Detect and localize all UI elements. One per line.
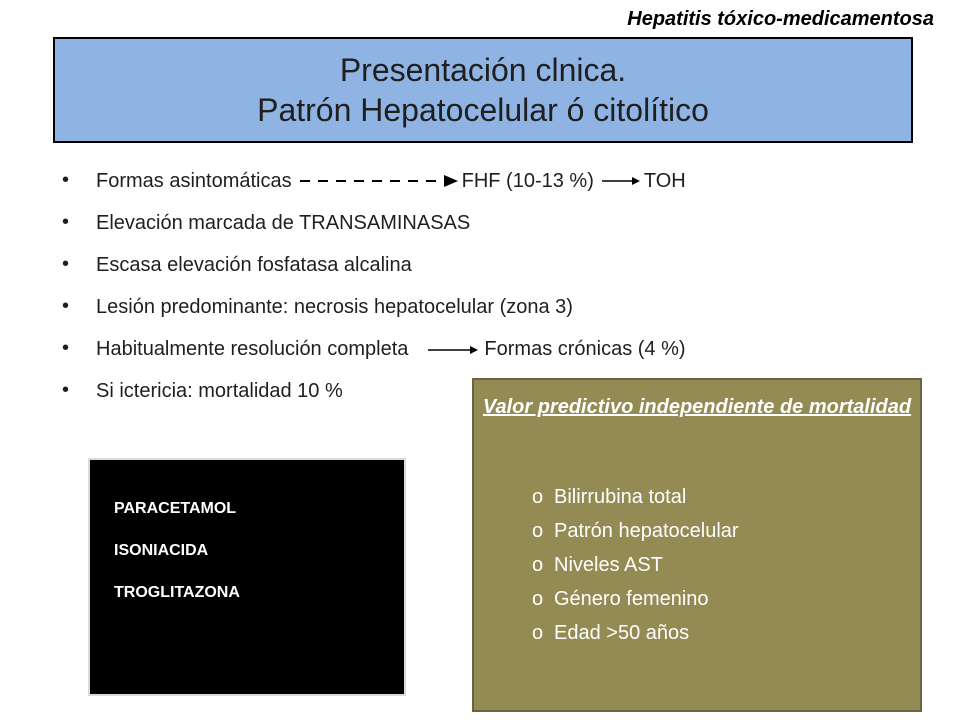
predictive-item xyxy=(532,548,739,582)
dashed-arrow-icon xyxy=(292,171,462,191)
arrow-right-icon xyxy=(408,339,484,359)
title-box xyxy=(53,37,913,143)
circle-bullet-icon: o xyxy=(532,554,544,576)
predictive-item-text: Edad >50 años xyxy=(554,622,690,644)
bullet-item-3 xyxy=(60,244,920,286)
predictive-list xyxy=(532,480,739,650)
bullet-3-text: Escasa elevación fosfatasa alcalina xyxy=(96,254,412,276)
title-line-1: Presentación clnica. xyxy=(339,52,627,88)
drug-item-troglitazona: TROGLITAZONA xyxy=(114,584,240,601)
bullet-1-part-2: FHF (10-13 %) xyxy=(461,170,594,192)
circle-bullet-icon: o xyxy=(532,486,544,508)
bullet-item-2 xyxy=(60,202,920,244)
title-line-2: Patrón Hepatocelular ó citolítico xyxy=(257,92,709,128)
circle-bullet-icon: o xyxy=(532,520,544,542)
bullet-item-1 xyxy=(60,160,920,202)
predictive-item xyxy=(532,514,739,548)
predictive-item-text: Niveles AST xyxy=(554,554,663,576)
arrow-right-icon xyxy=(594,171,644,191)
bullet-item-5 xyxy=(60,328,920,370)
bullet-1-part-1: Formas asintomáticas xyxy=(96,170,292,192)
bullet-dot-icon: • xyxy=(62,337,70,359)
bullet-5-part-2: Formas crónicas (4 %) xyxy=(484,338,686,360)
predictive-item xyxy=(532,480,739,514)
predictive-item-text: Bilirrubina total xyxy=(554,486,687,508)
bullet-2-text: Elevación marcada de TRANSAMINASAS xyxy=(96,212,471,234)
drug-box xyxy=(88,458,406,696)
bullet-item-4 xyxy=(60,286,920,328)
bullet-dot-icon: • xyxy=(62,253,70,275)
predictive-item-text: Género femenino xyxy=(554,588,709,610)
bullet-dot-icon: • xyxy=(62,295,70,317)
drug-item-isoniacida: ISONIACIDA xyxy=(114,542,209,559)
circle-bullet-icon: o xyxy=(532,622,544,644)
circle-bullet-icon: o xyxy=(532,588,544,610)
bullet-list xyxy=(60,160,920,412)
predictive-item xyxy=(532,616,739,650)
bullet-4-text: Lesión predominante: necrosis hepatocelular (zona 3) xyxy=(96,296,573,318)
bullet-dot-icon: • xyxy=(62,379,70,401)
bullet-dot-icon: • xyxy=(62,211,70,233)
header-tag: Hepatitis tóxico-medicamentosa xyxy=(627,8,934,30)
bullet-1-part-3: TOH xyxy=(643,170,686,192)
predictive-item-text: Patrón hepatocelular xyxy=(554,520,739,542)
bullet-5-part-1: Habitualmente resolución completa xyxy=(96,338,409,360)
predictive-box xyxy=(472,378,922,712)
predictive-item xyxy=(532,582,739,616)
predictive-title: Valor predictivo independiente de mortalidad xyxy=(482,396,912,418)
bullet-dot-icon: • xyxy=(62,169,70,191)
bullet-6-text: Si ictericia: mortalidad 10 % xyxy=(96,380,343,402)
drug-item-paracetamol: PARACETAMOL xyxy=(114,500,237,517)
